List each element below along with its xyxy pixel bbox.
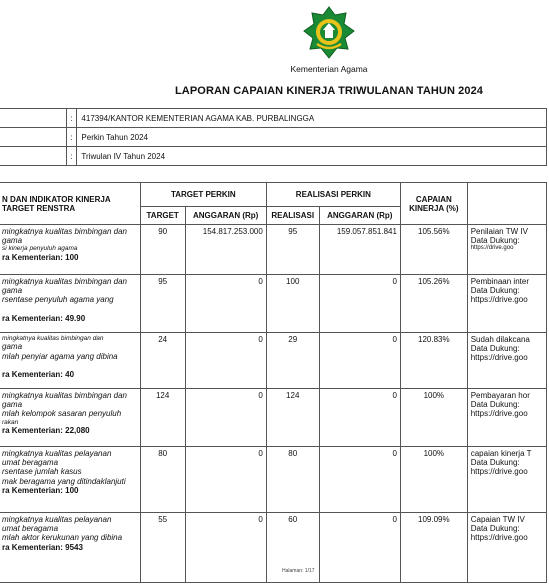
target-value: 124 — [140, 389, 185, 447]
anggaran-value: 0 — [185, 333, 266, 389]
page-number: Halaman: 1/17 — [282, 568, 315, 574]
realisasi-value: 100 — [266, 275, 319, 333]
header-target-perkin: TARGET PERKIN — [140, 183, 266, 207]
indicator-line: mingkatnya kualitas pelayanan — [2, 515, 112, 524]
anggaran-realisasi-value: 0 — [319, 333, 400, 389]
indicator-target-renstra: ra Kementerian: 40 — [2, 369, 75, 379]
info-value-perkin: Perkin Tahun 2024 — [77, 128, 547, 147]
table-row — [0, 333, 547, 389]
anggaran-realisasi-value: 159.057.851.841 — [319, 225, 400, 275]
header-keterangan — [467, 183, 546, 225]
capaian-value: 100% — [400, 389, 467, 447]
anggaran-value: 0 — [185, 389, 266, 447]
header-target: TARGET — [140, 207, 185, 225]
keterangan-line: Data Dukung: — [470, 236, 520, 246]
target-value: 24 — [140, 333, 185, 389]
anggaran-value: 0 — [185, 513, 266, 583]
keterangan-cell — [467, 275, 546, 333]
indicator-target-renstra: ra Kementerian: 100 — [2, 485, 79, 495]
keterangan-line: Pembinaan inter — [470, 277, 529, 286]
indicator-line: rakan — [2, 418, 19, 426]
table-row — [0, 513, 547, 583]
indicator-line: rsentase jumlah kasus — [2, 467, 82, 477]
indicator-line: mingkatnya kualitas bimbingan dan — [2, 277, 127, 286]
table-row — [0, 225, 547, 275]
indicator-line: mingkatnya kualitas pelayanan — [2, 449, 112, 458]
keterangan-link[interactable]: https://drive.goo — [470, 353, 528, 363]
keterangan-link[interactable]: https://drive.goo — [470, 409, 528, 419]
anggaran-realisasi-value: 0 — [319, 389, 400, 447]
header-indicator — [0, 183, 140, 225]
capaian-value: 105.26% — [400, 275, 467, 333]
indicator-cell — [0, 513, 140, 583]
header-realisasi: REALISASI — [266, 207, 319, 225]
info-value-period: Triwulan IV Tahun 2024 — [77, 147, 547, 166]
table-row — [0, 447, 547, 513]
info-table — [0, 108, 547, 166]
table-row — [0, 275, 547, 333]
header-capaian-line2: KINERJA (%) — [409, 203, 459, 213]
capaian-value: 105.56% — [400, 225, 467, 275]
realisasi-value: 60 — [266, 513, 319, 583]
keterangan-line: Data Dukung: — [470, 458, 520, 468]
anggaran-value: 0 — [185, 447, 266, 513]
realisasi-value: 95 — [266, 225, 319, 275]
indicator-line: gama — [2, 342, 23, 352]
realisasi-value: 29 — [266, 333, 319, 389]
info-separator: : — [66, 128, 77, 147]
realisasi-value: 124 — [266, 389, 319, 447]
keterangan-line: Capaian TW IV — [470, 515, 525, 524]
keterangan-link[interactable]: https://drive.goo — [470, 467, 528, 477]
indicator-target-renstra: ra Kementerian: 49.90 — [2, 313, 86, 323]
anggaran-realisasi-value: 0 — [319, 513, 400, 583]
info-label — [0, 109, 66, 128]
indicator-line: mlah aktor kerukunan yang dibina — [2, 533, 123, 543]
info-row-perkin — [0, 128, 547, 147]
keterangan-cell — [467, 513, 546, 583]
indicator-line: mingkatnya kualitas bimbingan dan — [2, 391, 127, 400]
report-title: LAPORAN CAPAIAN KINERJA TRIWULANAN TAHUN 2024 — [174, 85, 484, 97]
info-value-unit: 417394/KANTOR KEMENTERIAN AGAMA KAB. PURBALINGGA — [77, 109, 547, 128]
header-anggaran-realisasi: ANGGARAN (Rp) — [319, 207, 400, 225]
indicator-cell — [0, 333, 140, 389]
keterangan-line: capaian kinerja T — [470, 449, 532, 458]
header-realisasi-perkin: REALISASI PERKIN — [266, 183, 400, 207]
keterangan-cell — [467, 447, 546, 513]
target-value: 95 — [140, 275, 185, 333]
keterangan-link[interactable]: https://drive.goo — [470, 533, 528, 543]
target-value: 55 — [140, 513, 185, 583]
indicator-line: umat beragama — [2, 524, 59, 534]
table-row — [0, 389, 547, 447]
indicator-line: si kinerja penyuluh agama — [2, 245, 78, 253]
indicator-cell — [0, 447, 140, 513]
indicator-line: rsentase penyuluh agama yang — [2, 295, 114, 305]
indicator-cell — [0, 225, 140, 275]
header-anggaran: ANGGARAN (Rp) — [185, 207, 266, 225]
organization-name: Kementerian Agama — [290, 64, 368, 74]
indicator-line: mlah penyiar agama yang dibina — [2, 351, 118, 361]
keterangan-line: Data Dukung: — [470, 286, 520, 296]
indicator-line: mlah kelompok sasaran penyuluh — [2, 409, 122, 419]
indicator-line: gama — [2, 236, 23, 246]
capaian-value: 100% — [400, 447, 467, 513]
keterangan-line: Data Dukung: — [470, 524, 520, 534]
indicator-line: mak beragama yang ditindaklanjuti — [2, 476, 126, 486]
keterangan-cell — [467, 333, 546, 389]
realisasi-value: 80 — [266, 447, 319, 513]
anggaran-realisasi-value: 0 — [319, 275, 400, 333]
keterangan-line: Data Dukung: — [470, 400, 520, 410]
info-row-period — [0, 147, 547, 166]
anggaran-value: 154.817.253.000 — [185, 225, 266, 275]
keterangan-cell — [467, 389, 546, 447]
target-value: 90 — [140, 225, 185, 275]
info-separator: : — [66, 109, 77, 128]
anggaran-realisasi-value: 0 — [319, 447, 400, 513]
kementerian-agama-logo — [303, 6, 355, 62]
info-row-unit — [0, 109, 547, 128]
indicator-cell — [0, 275, 140, 333]
info-label — [0, 128, 66, 147]
indicator-line: gama — [2, 400, 23, 410]
indicator-line: mingkatnya kualitas bimbingan dan — [2, 227, 127, 236]
capaian-value: 120.83% — [400, 333, 467, 389]
indicator-line: mingkatnya kualitas bimbingan dan — [2, 335, 104, 342]
header-indicator-line1: N DAN INDIKATOR KINERJA — [2, 194, 111, 204]
indicator-cell — [0, 389, 140, 447]
indicator-target-renstra: ra Kementerian: 100 — [2, 252, 79, 262]
capaian-value: 109.09% — [400, 513, 467, 583]
indicator-line: gama — [2, 286, 23, 296]
indicator-target-renstra: ra Kementerian: 22,080 — [2, 426, 90, 436]
info-label — [0, 147, 66, 166]
keterangan-link[interactable]: https://drive.goo — [470, 245, 514, 252]
anggaran-value: 0 — [185, 275, 266, 333]
keterangan-line: Pembayaran hor — [470, 391, 530, 400]
keterangan-line: Sudah dilakcana — [470, 335, 530, 344]
performance-table — [0, 182, 547, 583]
keterangan-cell — [467, 225, 546, 275]
info-separator: : — [66, 147, 77, 166]
target-value: 80 — [140, 447, 185, 513]
indicator-line: umat beragama — [2, 458, 59, 468]
keterangan-line: Data Dukung: — [470, 344, 520, 354]
header-capaian — [400, 183, 467, 225]
keterangan-line: Penilaian TW IV — [470, 227, 528, 236]
header-capaian-line1: CAPAIAN — [415, 194, 452, 204]
keterangan-link[interactable]: https://drive.goo — [470, 295, 528, 305]
indicator-target-renstra: ra Kementerian: 9543 — [2, 542, 83, 552]
header-indicator-line2: TARGET RENSTRA — [2, 203, 76, 213]
